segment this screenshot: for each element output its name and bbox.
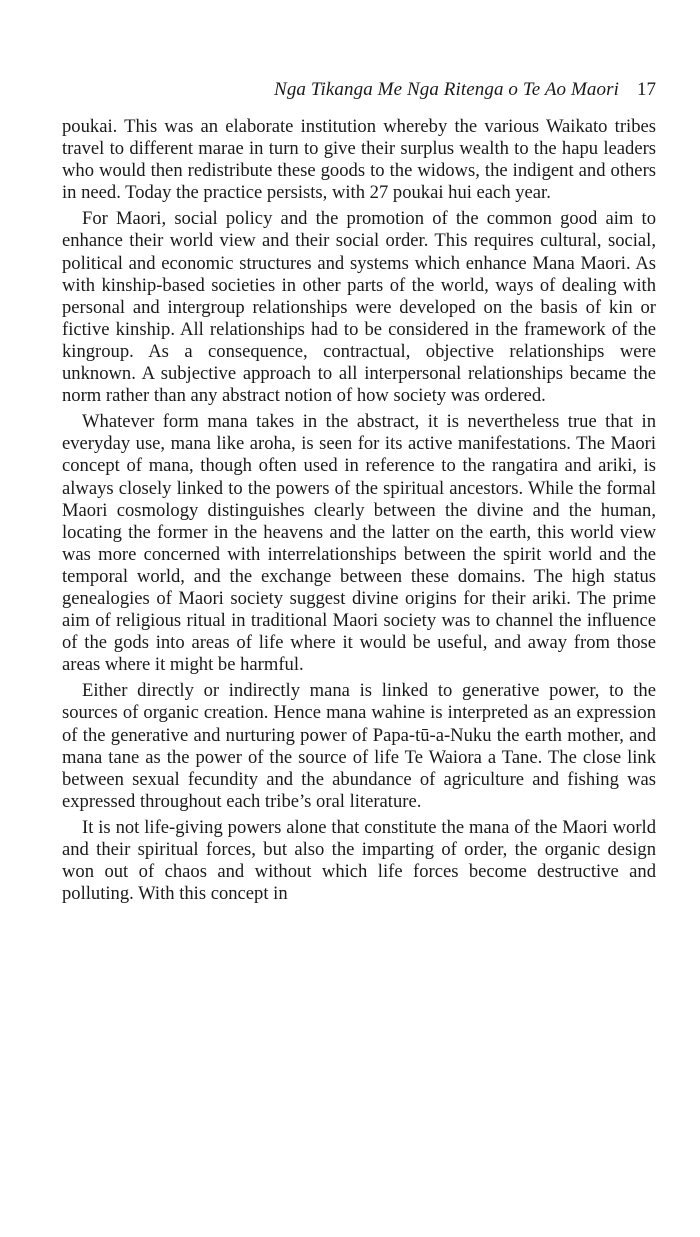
paragraph-life-giving-powers: It is not life-giving powers alone that constitute the mana of the Maori world and their spiritual forces, but also the imparting of order, the organic design won out of chaos and without which life forces become destructive and polluting. With this concept in xyxy=(62,816,656,905)
paragraph-mana-abstract: Whatever form mana takes in the abstract, it is nevertheless true that in everyday use, mana like aroha, is seen for its active manifestations. The Maori concept of mana, though often used in reference to the rangatira and ariki, is always closely linked to the powers of the spiritual ancestors. While the formal Maori cosmology distinguishes clearly between the divine and the human, locating the former in the heavens and the latter on the earth, this world view was more concerned with interrelationships between the spirit world and the temporal world, and the exchange between these domains. The high status genealogies of Maori society suggest divine origins for their ariki. The prime aim of religious ritual in traditional Maori society was to channel the influence of the gods into areas of life where it would be useful, and away from those areas where it might be harmful. xyxy=(62,411,656,676)
paragraph-social-policy: For Maori, social policy and the promotion of the common good aim to enhance their world view and their social order. This requires cultural, social, political and economic structures and systems which enhance Mana Maori. As with kinship-based societies in other parts of the world, ways of dealing with personal and intergroup relationships were developed on the basis of kin or fictive kinship. All relationships had to be considered in the framework of the kingroup. As a consequence, contractual, objective relationships were unknown. A subjective approach to all interpersonal relationships became the norm rather than any abstract notion of how society was ordered. xyxy=(62,208,656,407)
book-page xyxy=(62,78,656,905)
running-header xyxy=(62,78,656,102)
running-title: Nga Tikanga Me Nga Ritenga o Te Ao Maori xyxy=(274,79,619,100)
body-text xyxy=(62,116,656,905)
paragraph-generative-power: Either directly or indirectly mana is linked to generative power, to the sources of organic creation. Hence mana wahine is interpreted as an expression of the generative and nurturing power of Papa-tū-a-Nuku the earth mother, and mana tane as the power of the source of life Te Waiora a Tane. The close link between sexual fecundity and the abundance of agriculture and fishing was expressed throughout each tribe’s oral literature. xyxy=(62,680,656,812)
page-number: 17 xyxy=(637,79,656,100)
paragraph-continued: poukai. This was an elaborate institution whereby the various Waikato tribes travel to different marae in turn to give their surplus wealth to the hapu leaders who would then redistribute these goods to the widows, the indigent and others in need. Today the practice persists, with 27 poukai hui each year. xyxy=(62,116,656,204)
